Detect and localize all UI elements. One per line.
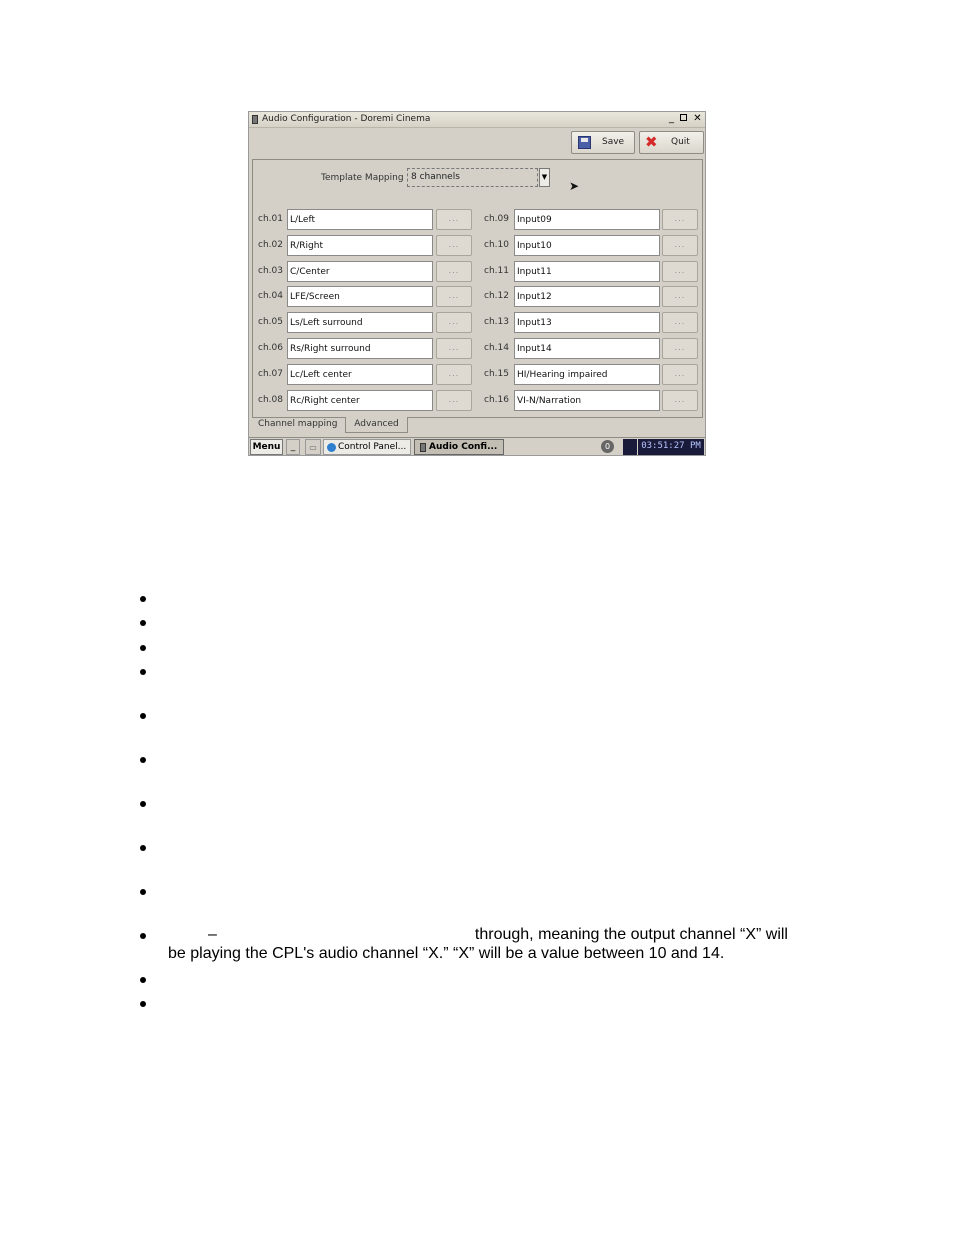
taskbar-clock: 03:51:27 PM [638,439,704,455]
channel-browse-button[interactable]: ... [662,390,698,411]
para-dash: – [208,926,217,943]
menu-button[interactable]: Menu [250,439,283,455]
maximize-icon[interactable] [679,113,690,124]
bullet-point [140,669,146,675]
bullet-point [140,1001,146,1007]
quit-button[interactable] [639,131,704,154]
channel-browse-button[interactable]: ... [436,286,472,307]
window-title: Audio Configuration - Doremi Cinema [262,114,431,124]
channel-browse-button[interactable]: ... [436,364,472,385]
channel-input[interactable]: Rc/Right center [287,390,433,411]
bullet-point [140,620,146,626]
bullet-point [140,596,146,602]
keyboard-icon[interactable]: ▭ [305,439,321,455]
bullet-point [140,645,146,651]
channel-browse-button[interactable]: ... [436,235,472,256]
para-line1: through, meaning the output channel “X” will [474,926,788,943]
minimize-icon[interactable]: _ [669,113,674,124]
channel-browse-button[interactable]: ... [436,261,472,282]
channel-label: ch.11 [484,266,509,276]
channel-browse-button[interactable]: ... [436,338,472,359]
channel-browse-button[interactable]: ... [662,338,698,359]
tab-channel-mapping[interactable]: Channel mapping [258,419,338,429]
channel-input[interactable]: VI-N/Narration [514,390,660,411]
bullet-point [140,889,146,895]
tray-area [623,439,637,455]
dropdown-arrow-icon[interactable]: ▼ [539,168,550,187]
app-icon [252,115,258,124]
channel-input[interactable]: Ls/Left surround [287,312,433,333]
channel-input[interactable]: R/Right [287,235,433,256]
mouse-cursor-icon: ➤ [569,179,580,193]
channel-label: ch.09 [484,214,509,224]
para-line2: be playing the CPL's audio channel “X.” “X” will be a value between 10 and 14. [168,945,725,962]
bullet-point [140,933,146,939]
bullet-point [140,977,146,983]
red-x-icon: ✖ [645,133,658,151]
quit-label: Quit [671,137,690,147]
channel-input[interactable]: LFE/Screen [287,286,433,307]
channel-input[interactable]: Input10 [514,235,660,256]
channel-browse-button[interactable]: ... [662,286,698,307]
close-icon[interactable]: ✕ [693,113,702,124]
channel-browse-button[interactable]: ... [662,261,698,282]
control-panel-icon [327,443,336,452]
taskbar [249,437,705,456]
channel-input[interactable]: HI/Hearing impaired [514,364,660,385]
save-button[interactable] [571,131,635,154]
window-titlebar [249,112,705,128]
bullet-point [140,801,146,807]
template-mapping-label: Template Mapping [321,173,404,183]
channel-browse-button[interactable]: ... [436,390,472,411]
channel-mapping-panel [252,159,703,418]
channel-browse-button[interactable]: ... [662,312,698,333]
taskbar-item-label: Control Panel... [338,442,407,452]
channel-label: ch.07 [258,369,283,379]
channel-label: ch.08 [258,395,283,405]
taskbar-item-control-panel[interactable] [323,439,411,455]
channel-label: ch.03 [258,266,283,276]
audio-configuration-window [248,111,706,456]
channel-label: ch.14 [484,343,509,353]
channel-label: ch.06 [258,343,283,353]
template-mapping-select[interactable]: 8 channels [407,168,538,187]
channel-label: ch.16 [484,395,509,405]
channel-input[interactable]: Input12 [514,286,660,307]
channel-input[interactable]: Rs/Right surround [287,338,433,359]
channel-browse-button[interactable]: ... [662,209,698,230]
channel-label: ch.01 [258,214,283,224]
bullet-point [140,845,146,851]
channel-label: ch.13 [484,317,509,327]
channel-label: ch.15 [484,369,509,379]
channel-input[interactable]: C/Center [287,261,433,282]
status-indicator-icon: 0 [601,440,614,453]
channel-input[interactable]: Input13 [514,312,660,333]
show-desktop-button[interactable]: _ [286,439,300,455]
channel-label: ch.10 [484,240,509,250]
bullet-point [140,757,146,763]
channel-input[interactable]: Input09 [514,209,660,230]
channel-label: ch.02 [258,240,283,250]
channel-input[interactable]: Input11 [514,261,660,282]
audio-config-icon [420,443,426,452]
channel-browse-button[interactable]: ... [436,312,472,333]
save-label: Save [602,137,625,147]
bullet-point [140,713,146,719]
channel-input[interactable]: L/Left [287,209,433,230]
taskbar-item-audio-config[interactable] [414,439,504,455]
channel-label: ch.05 [258,317,283,327]
channel-label: ch.12 [484,291,509,301]
taskbar-item-label: Audio Confi... [429,442,498,452]
channel-input[interactable]: Lc/Left center [287,364,433,385]
channel-label: ch.04 [258,291,283,301]
channel-browse-button[interactable]: ... [662,235,698,256]
tab-advanced[interactable]: Advanced [345,417,408,433]
floppy-disk-icon [578,136,591,149]
channel-browse-button[interactable]: ... [436,209,472,230]
channel-browse-button[interactable]: ... [662,364,698,385]
channel-input[interactable]: Input14 [514,338,660,359]
paragraph-text [168,925,848,963]
